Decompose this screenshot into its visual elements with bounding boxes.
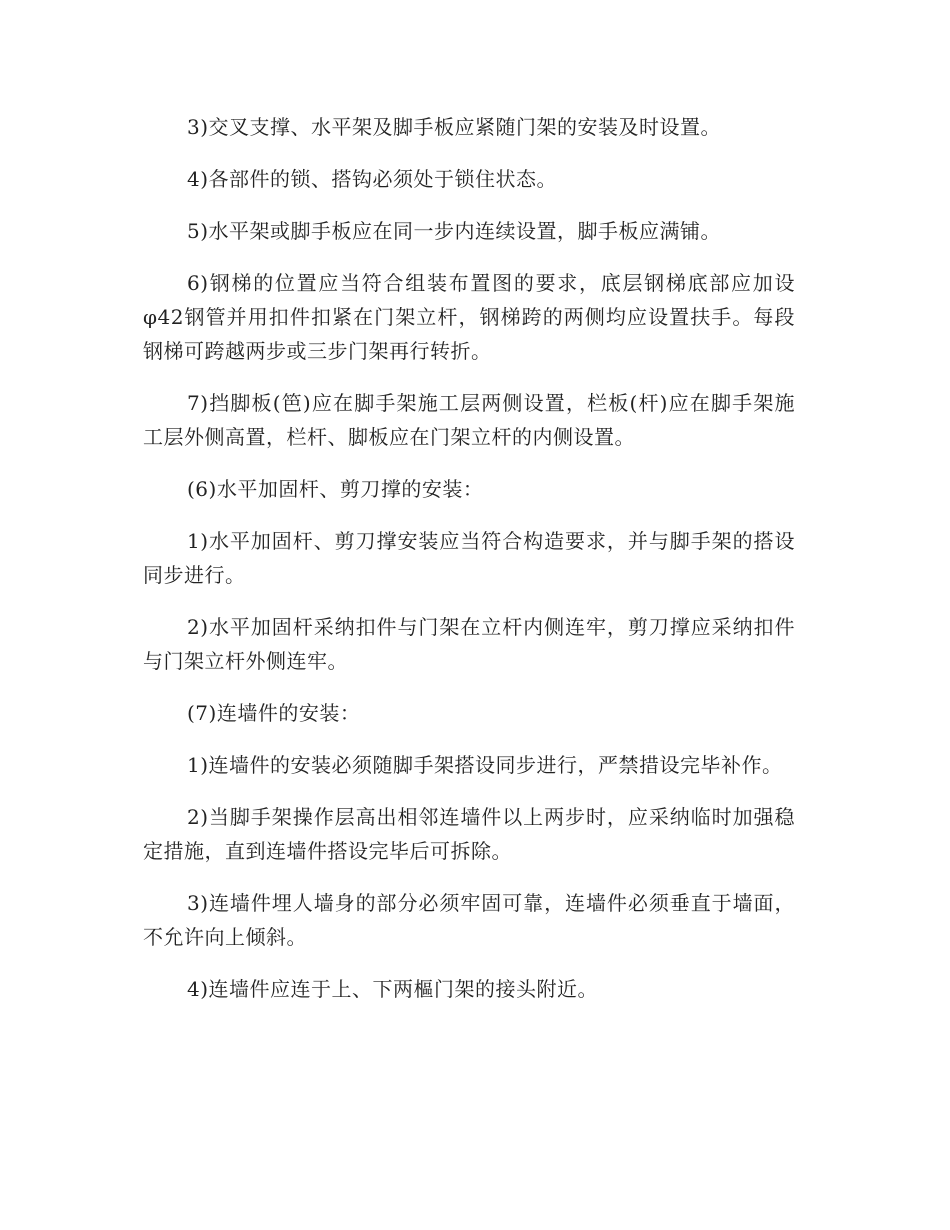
paragraph-4-joint-location: 4)连墙件应连于上、下两樞门架的接头附近。 [187, 977, 599, 1001]
section-7-heading: (7)连墙件的安装： [187, 701, 361, 725]
paragraph-1-wall-tie-install: 1)连墙件的安装必须随脚手架搭设同步进行，严禁措设完毕补作。 [187, 753, 783, 777]
paragraph-1-bracing-install: 1)水平加固杆、剪刀撑安装应当符合构造要求，并与脚手架的搭设同步进行。 [143, 529, 795, 587]
paragraph-5-horizontal-frame: 5)水平架或脚手板应在同一步内连续设置，脚手板应满铺。 [187, 219, 722, 243]
paragraph-6-steel-ladder: 6)钢梯的位置应当符合组装布置图的要求，底层钢梯底部应加设φ42钢管并用扣件扣紧在门架立杆，钢梯跨的两侧均应设置扶手。每段钢梯可跨越两步或三步门架再行转折。 [143, 271, 795, 363]
paragraph-2-temporary-reinforcement: 2)当脚手架操作层高出相邻连墙件以上两步时，应采纳临时加强稳定措施，直到连墙件搭设完毕后可拆除。 [143, 805, 795, 863]
paragraph-3-wall-embedding: 3)连墙件埋人墙身的部分必须牢固可靠，连墙件必须垂直于墙面，不允许向上倾斜。 [143, 891, 795, 949]
paragraph-2-bracing-fasteners: 2)水平加固杆采纳扣件与门架在立杆内侧连牢，剪刀撑应采纳扣件与门架立杆外侧连牢。 [143, 615, 795, 673]
section-6-heading: (6)水平加固杆、剪刀撑的安装： [187, 477, 484, 501]
paragraph-4-locks: 4)各部件的锁、搭钩必须处于锁住状态。 [187, 167, 558, 191]
paragraph-3-cross-brace: 3)交叉支撑、水平架及脚手板应紧随门架的安装及时设置。 [187, 115, 722, 139]
paragraph-7-toe-board: 7)挡脚板(笆)应在脚手架施工层两侧设置，栏板(杆)应在脚手架施工层外侧高置，栏杆、脚板应在门架立杆的内侧设置。 [143, 391, 795, 449]
document-body [143, 110, 795, 1024]
